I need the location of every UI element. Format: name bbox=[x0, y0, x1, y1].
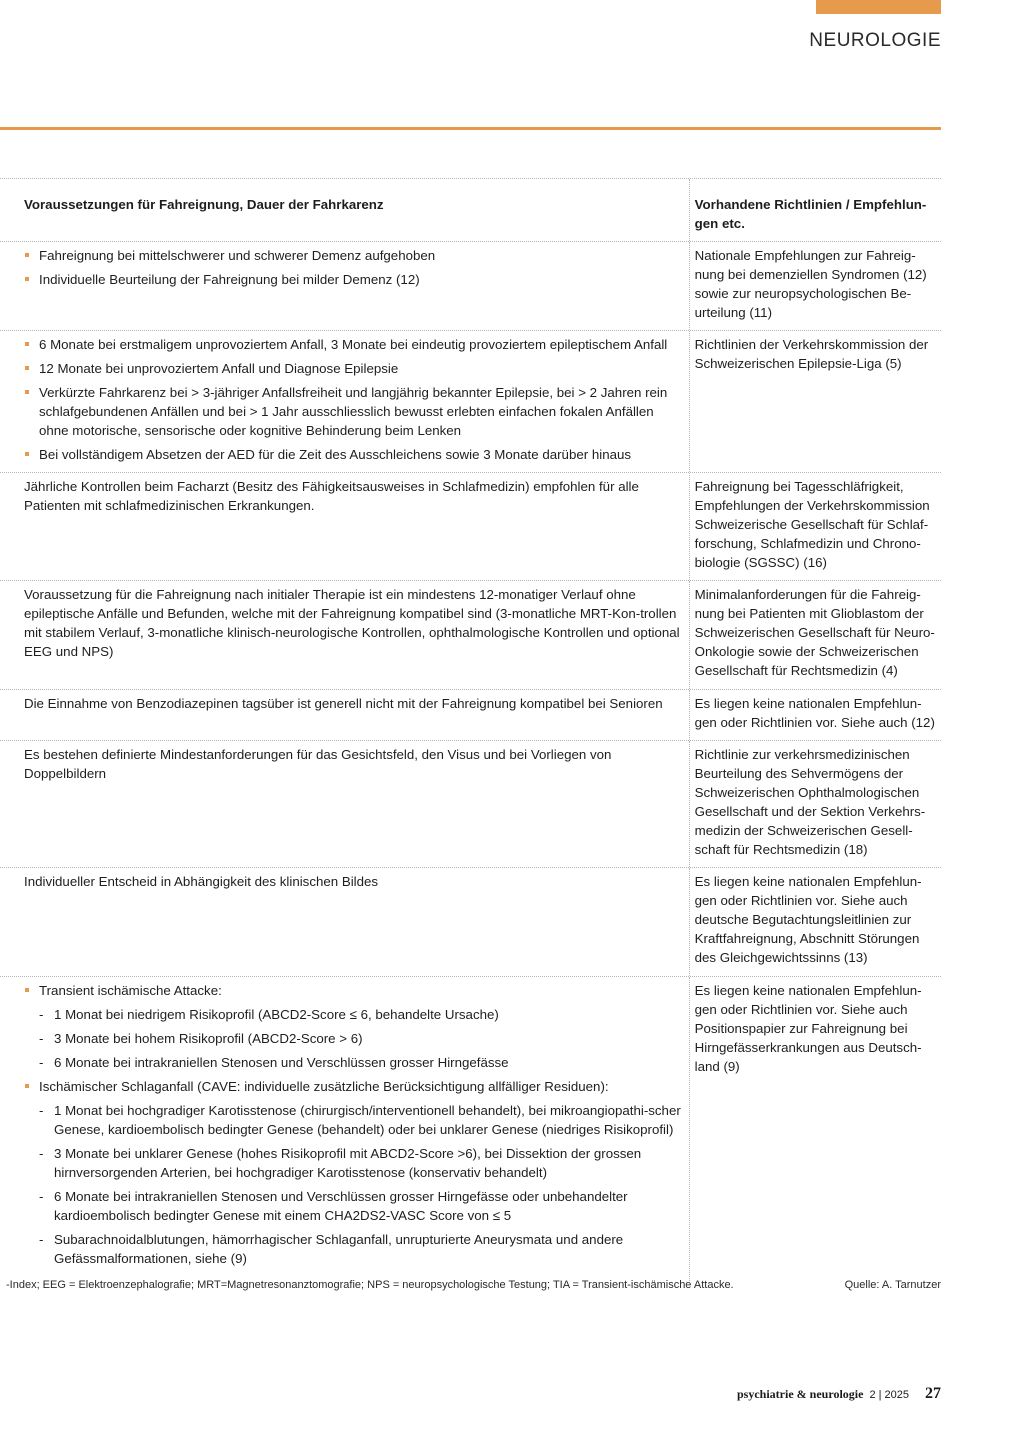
bullet-item: Transient ischämische Attacke: - 1 Monat bei niedrigem Risikoprofil (ABCD2-Score ≤ 6, behandelte Ursache) - 3 Monate bei hohem Risikoprofil (ABCD2-Score > 6) - 6 Monate bei intrakraniellen Stenosen und Verschlüssen grosser Hirngefässe bbox=[24, 981, 683, 1072]
sub-item: - 3 Monate bei hohem Risikoprofil (ABCD2-Score > 6) bbox=[39, 1031, 363, 1046]
bullet-item: Fahreignung bei mittelschwerer und schwerer Demenz aufgehoben bbox=[24, 246, 683, 265]
table-row bbox=[0, 473, 941, 581]
accent-tab bbox=[816, 0, 941, 14]
table-footnote: -Index; EEG = Elektroenzephalografie; MRT=Magnetresonanztomografie; NPS = neuropsychologische Testung; TIA = Transient-ischämische Attacke. bbox=[6, 1279, 734, 1291]
bullet-item: Verkürzte Fahrkarenz bei > 3-jähriger Anfallsfreiheit und langjährig bekannter Epilepsie, bei > 2 Jahren rein schlafgebundenen Anfällen und bei > 1 Jahr ausschliesslich bewusst erlebten einfachen fokalen Anfällen ohne motorische, sensorische oder kognitive Behinderung beim Lenken bbox=[24, 383, 683, 440]
bullet-item: 6 Monate bei erstmaligem unprovoziertem Anfall, 3 Monate bei eindeutig provoziertem epileptischem Anfall bbox=[24, 335, 683, 354]
header-rule bbox=[0, 127, 941, 130]
sub-item: - 1 Monat bei niedrigem Risikoprofil (ABCD2-Score ≤ 6, behandelte Ursache) bbox=[39, 1007, 499, 1022]
dash-marker: - bbox=[39, 1232, 44, 1247]
dash-marker: - bbox=[39, 1031, 44, 1046]
bullet-marker bbox=[25, 366, 29, 370]
bullet-item: Bei vollständigem Absetzen der AED für die Zeit des Ausschleichens sowie 3 Monate darüber hinaus bbox=[24, 445, 683, 464]
guideline-cell: Es liegen keine nationalen Empfehlun-gen oder Richtlinien vor. Siehe auch (12) bbox=[694, 696, 935, 730]
issue-number: 2 | 2025 bbox=[869, 1389, 909, 1401]
requirements-cell bbox=[0, 242, 690, 330]
guideline-cell: Nationale Empfehlungen zur Fahreig-nung bei demenziellen Syndromen (12) sowie zur neuropsychologischen Be-urteilung (11) bbox=[694, 248, 927, 320]
column-header-guidelines: Vorhandene Richtlinien / Empfehlun-gen etc. bbox=[694, 197, 927, 231]
table-row bbox=[0, 977, 941, 1281]
sub-item: - 6 Monate bei intrakraniellen Stenosen und Verschlüssen grosser Hirngefässe oder unbehandelter kardioembolisch bedingter Genese mit einem CHA2DS2-VASC Score von ≤ 5 bbox=[39, 1189, 628, 1223]
bullet-marker bbox=[25, 253, 29, 257]
section-label: NEUROLOGIE bbox=[809, 30, 941, 51]
table-row bbox=[0, 242, 941, 331]
requirements-cell: Individueller Entscheid in Abhängigkeit des klinischen Bildes bbox=[0, 868, 690, 976]
table-row bbox=[0, 741, 941, 868]
table-row bbox=[0, 581, 941, 690]
requirements-cell: Es bestehen definierte Mindestanforderungen für das Gesichtsfeld, den Visus und bei Vorliegen von Doppelbildern bbox=[0, 741, 690, 867]
dash-marker: - bbox=[39, 1189, 44, 1204]
dash-marker: - bbox=[39, 1103, 44, 1118]
table-row bbox=[0, 868, 941, 977]
sub-item: - Subarachnoidalblutungen, hämorrhagischer Schlaganfall, unrupturierte Aneurysmata und andere Gefässmalformationen, siehe (9) bbox=[39, 1232, 624, 1266]
page-number: 27 bbox=[925, 1385, 941, 1402]
sub-item: - 1 Monat bei hochgradiger Karotisstenose (chirurgisch/interventionell behandelt), bei mikroangiopathi-scher Genese, kardioembolisch bedingter Genese (behandelt) oder bei unklarer Genese (niedriges Risikoprofil) bbox=[39, 1103, 681, 1137]
bullet-marker bbox=[25, 988, 29, 992]
requirements-cell: Die Einnahme von Benzodiazepinen tagsüber ist generell nicht mit der Fahreignung kompatibel bei Senioren bbox=[0, 690, 690, 740]
bullet-marker bbox=[25, 390, 29, 394]
requirements-cell bbox=[0, 331, 690, 472]
dash-marker: - bbox=[39, 1055, 44, 1070]
guideline-cell: Es liegen keine nationalen Empfehlun-gen oder Richtlinien vor. Siehe auch deutsche Begutachtungsleitlinien zur Kraftfahreignung, Abschnitt Störungen des Gleichgewichtssinns (13) bbox=[694, 874, 922, 965]
table-header-row bbox=[0, 179, 941, 242]
bullet-item: Ischämischer Schlaganfall (CAVE: individuelle zusätzliche Berücksichtigung allfälliger Residuen): - 1 Monat bei hochgradiger Karotisstenose (chirurgisch/interventionell behandelt), bei mikroangiopathi-scher Genese, kardioembolisch bedingter Genese (behandelt) oder bei unklarer Genese (niedriges Risikoprofil) - 3 Monate bei unklarer Genese (hohes Risikoprofil mit ABCD2-Score >6), bei Dissektion der grossen hirnversorgenden Arterien, bei hochgradiger Karotisstenose (konservativ behandelt) - 6 Monate bei intrakraniellen Stenosen und Verschlüssen grosser Hirngefässe oder unbehandelter kardioembolisch bedingter Genese mit einem CHA2DS2-VASC Score von ≤ 5 - Subarachnoidalblutungen, hämorrhagischer Schlaganfall, unrupturierte Aneurysmata und andere Gefässmalformationen, siehe (9) bbox=[24, 1077, 683, 1268]
guideline-cell: Richtlinien der Verkehrskommission der Schweizerischen Epilepsie-Liga (5) bbox=[694, 337, 929, 371]
dash-marker: - bbox=[39, 1146, 44, 1161]
sub-item: - 6 Monate bei intrakraniellen Stenosen und Verschlüssen grosser Hirngefässe bbox=[39, 1055, 509, 1070]
requirements-cell: Jährliche Kontrollen beim Facharzt (Besitz des Fähigkeitsausweises in Schlafmedizin) empfohlen für alle Patienten mit schlafmedizinischen Erkrankungen. bbox=[0, 473, 690, 580]
requirements-cell bbox=[0, 977, 690, 1281]
column-header-requirements: Voraussetzungen für Fahreignung, Dauer der Fahrkarenz bbox=[0, 179, 690, 241]
fahreignung-table bbox=[0, 178, 941, 1281]
dash-marker: - bbox=[39, 1007, 44, 1022]
table-row bbox=[0, 690, 941, 741]
bullet-marker bbox=[25, 342, 29, 346]
guideline-cell: Minimalanforderungen für die Fahreig-nung bei Patienten mit Glioblastom der Schweizerischen Gesellschaft für Neuro-Onkologie sowie der Schweizerischen Gesellschaft für Rechtsmedizin (4) bbox=[694, 587, 935, 678]
requirements-cell: Voraussetzung für die Fahreignung nach initialer Therapie ist ein mindestens 12-monatiger Verlauf ohne epileptische Anfälle und Befunden, welche mit der Fahreignung kompatibel sind (3-monatliche MRT-Kon-trollen mit stabilem Verlauf, 3-monatliche klinisch-neurologische Kontrollen, ophthalmologische Kontrollen und optional EEG und NPS) bbox=[0, 581, 690, 689]
page-footer bbox=[737, 1385, 941, 1403]
journal-name: psychiatrie & neurologie bbox=[737, 1387, 864, 1401]
bullet-item: 12 Monate bei unprovoziertem Anfall und Diagnose Epilepsie bbox=[24, 359, 683, 378]
source-credit: Quelle: A. Tarnutzer bbox=[844, 1279, 941, 1291]
guideline-cell: Richtlinie zur verkehrsmedizinischen Beurteilung des Sehvermögens der Schweizerischen Ophthalmologischen Gesellschaft und der Sektion Verkehrs-medizin der Schweizerischen Gesell-schaft für Rechtsmedizin (18) bbox=[694, 747, 926, 857]
sub-item: - 3 Monate bei unklarer Genese (hohes Risikoprofil mit ABCD2-Score >6), bei Dissektion der grossen hirnversorgenden Arterien, bei hochgradiger Karotisstenose (konservativ behandelt) bbox=[39, 1146, 642, 1180]
bullet-item: Individuelle Beurteilung der Fahreignung bei milder Demenz (12) bbox=[24, 270, 683, 289]
guideline-cell: Es liegen keine nationalen Empfehlun-gen oder Richtlinien vor. Siehe auch Positionspapier zur Fahreignung bei Hirngefässerkrankungen aus Deutsch-land (9) bbox=[694, 983, 922, 1074]
bullet-marker bbox=[25, 452, 29, 456]
bullet-marker bbox=[25, 277, 29, 281]
guideline-cell: Fahreignung bei Tagesschläfrigkeit, Empfehlungen der Verkehrskommission Schweizerische Gesellschaft für Schlaf-forschung, Schlafmedizin und Chrono-biologie (SGSSC) (16) bbox=[694, 479, 930, 570]
bullet-marker bbox=[25, 1084, 29, 1088]
table-row bbox=[0, 331, 941, 473]
